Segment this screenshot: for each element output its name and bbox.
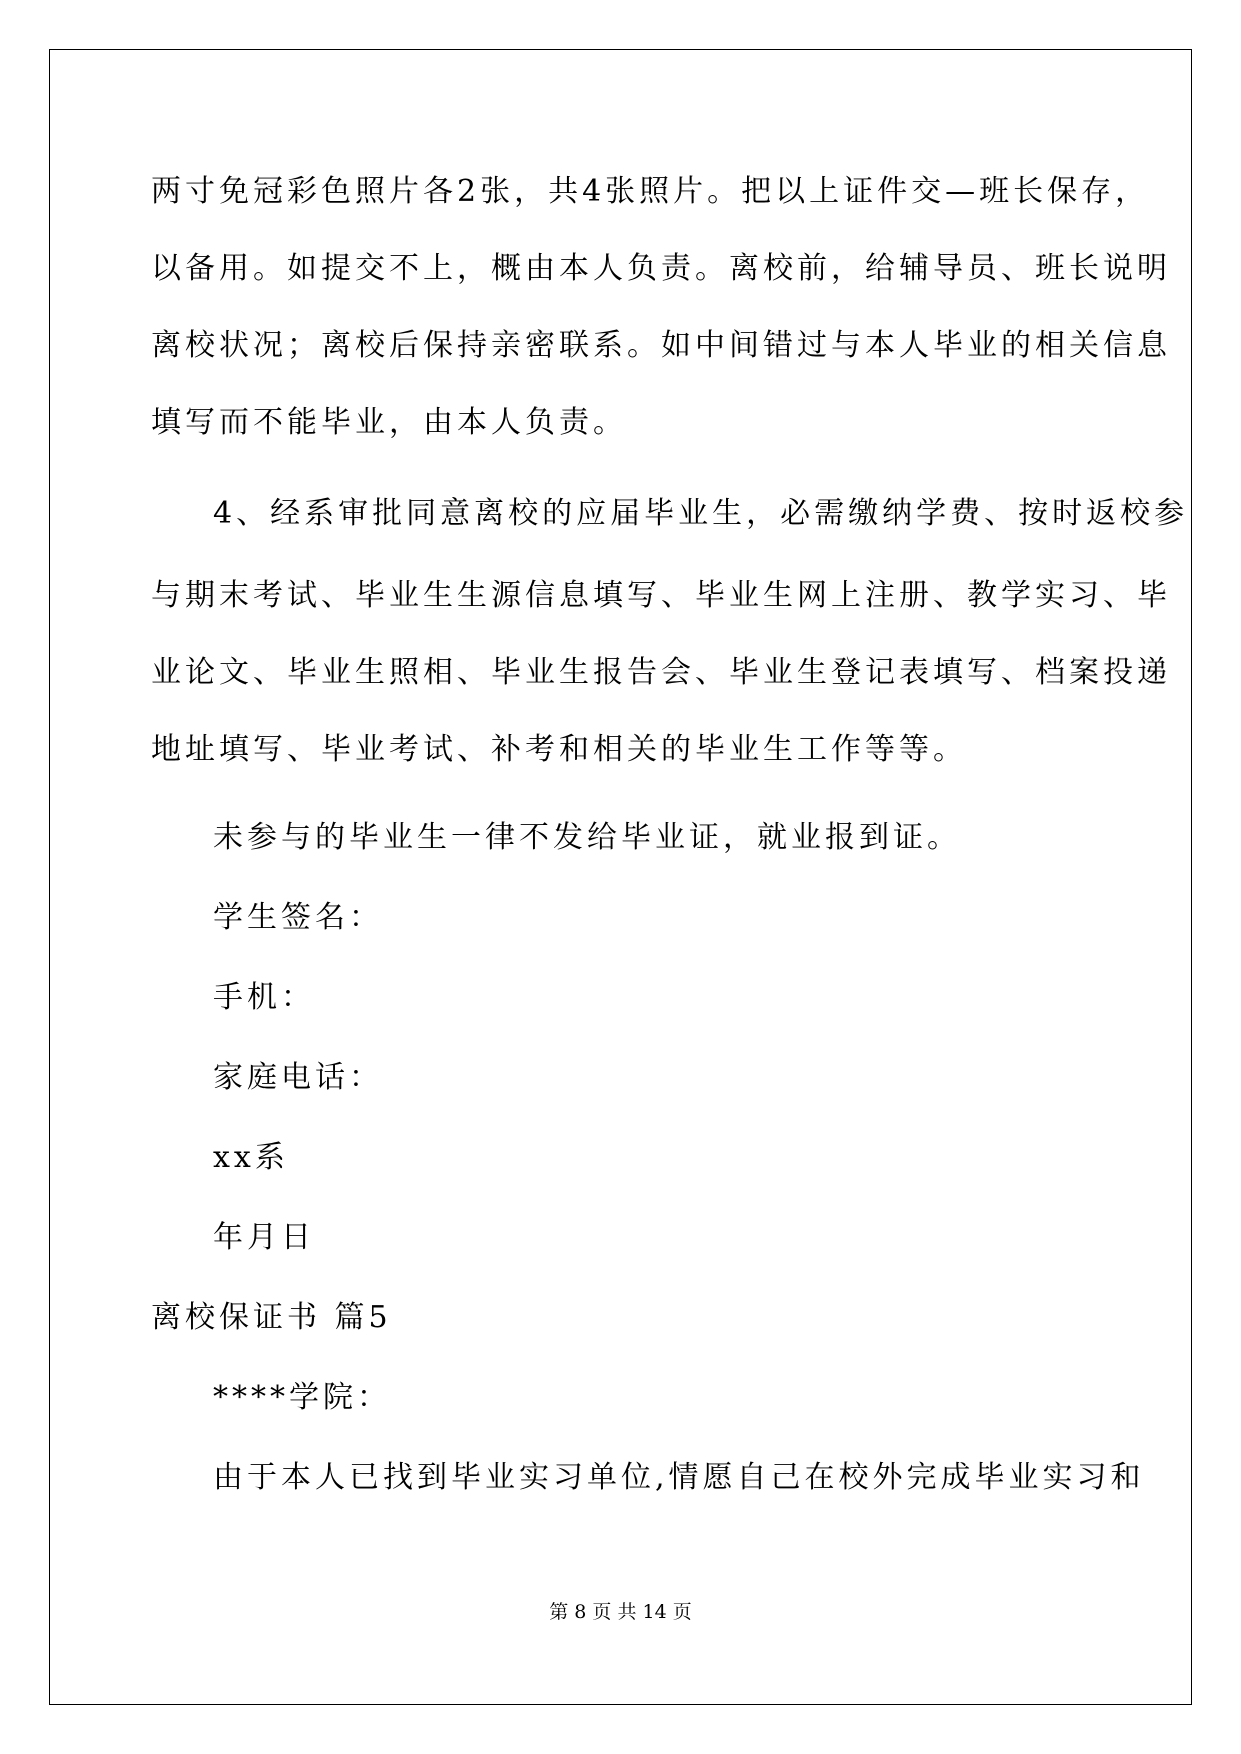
paragraph-line: 离校状况；离校后保持亲密联系。如中间错过与本人毕业的相关信息: [151, 328, 1171, 363]
mobile-label: 手机：: [213, 980, 315, 1015]
page-number-footer: 第 8 页 共 14 页: [549, 1601, 692, 1623]
page-border: [49, 49, 1192, 1705]
paragraph-line: 两寸免冠彩色照片各2张，共4张照片。把以上证件交—班长保存，: [151, 174, 1150, 209]
addressee-line: ****学院：: [213, 1380, 391, 1415]
paragraph-line: 与期末考试、毕业生生源信息填写、毕业生网上注册、教学实习、毕: [151, 578, 1171, 613]
student-signature-label: 学生签名：: [213, 900, 383, 935]
date-label: 年月日: [213, 1220, 315, 1255]
section-heading: 离校保证书 篇5: [151, 1300, 392, 1335]
department-label: xx系: [213, 1140, 289, 1175]
notice-line: 未参与的毕业生一律不发给毕业证，就业报到证。: [213, 820, 961, 855]
paragraph-line: 由于本人已找到毕业实习单位,情愿自己在校外完成毕业实习和: [213, 1460, 1145, 1495]
paragraph-line: 4、经系审批同意离校的应届毕业生，必需缴纳学费、按时返校参: [213, 496, 1189, 531]
paragraph-line: 填写而不能毕业，由本人负责。: [151, 405, 627, 440]
paragraph-line: 地址填写、毕业考试、补考和相关的毕业生工作等等。: [151, 732, 967, 767]
paragraph-line: 以备用。如提交不上，概由本人负责。离校前，给辅导员、班长说明: [151, 251, 1171, 286]
paragraph-line: 业论文、毕业生照相、毕业生报告会、毕业生登记表填写、档案投递: [151, 655, 1171, 690]
home-phone-label: 家庭电话：: [213, 1060, 383, 1095]
